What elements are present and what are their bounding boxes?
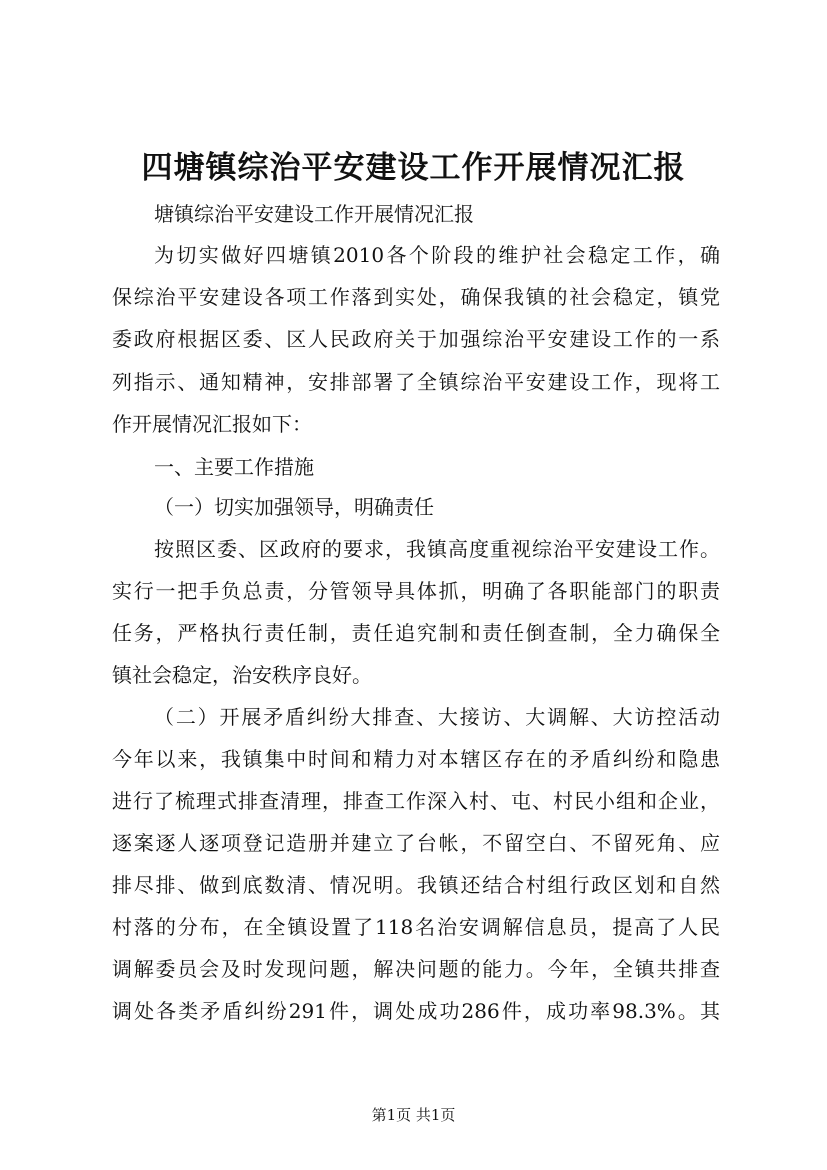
paragraph-line: 实行一把手负总责，分管领导具体抓，明确了各职能部门的职责 <box>112 579 720 603</box>
paragraph-line: 列指示、通知精神，安排部署了全镇综治平安建设工作，现将工 <box>112 370 720 394</box>
page-footer: 第1页 共1页 <box>371 1106 456 1124</box>
paragraph-line: 保综治平安建设各项工作落到实处，确保我镇的社会稳定，镇党 <box>112 285 720 309</box>
paragraph-line: 排尽排、做到底数清、情况明。我镇还结合村组行政区划和自然 <box>112 873 720 897</box>
subsection-heading: （一）切实加强领导，明确责任 <box>154 495 434 519</box>
paragraph-line: 按照区委、区政府的要求，我镇高度重视综治平安建设工作。 <box>154 537 720 561</box>
paragraph-line: 今年以来，我镇集中时间和精力对本辖区存在的矛盾纠纷和隐患 <box>112 747 720 771</box>
paragraph-line: 作开展情况汇报如下： <box>112 412 312 436</box>
paragraph-line: 调处各类矛盾纠纷291件，调处成功286件，成功率98.3%。其 <box>112 999 720 1023</box>
paragraph-line: 镇社会稳定，治安秩序良好。 <box>112 663 372 687</box>
paragraph-line: 任务，严格执行责任制，责任追究制和责任倒查制，全力确保全 <box>112 621 720 645</box>
paragraph-line: 进行了梳理式排查清理，排查工作深入村、屯、村民小组和企业， <box>112 789 720 813</box>
document-title: 四塘镇综治平安建设工作开展情况汇报 <box>141 150 686 186</box>
paragraph-line: 村落的分布，在全镇设置了118名治安调解信息员，提高了人民 <box>112 915 720 939</box>
paragraph-line: 为切实做好四塘镇2010各个阶段的维护社会稳定工作，确 <box>154 243 720 267</box>
subsection-heading: （二）开展矛盾纠纷大排查、大接访、大调解、大访控活动 <box>154 705 720 729</box>
section-heading: 一、主要工作措施 <box>154 455 314 479</box>
paragraph-line: 调解委员会及时发现问题，解决问题的能力。今年，全镇共排查 <box>112 957 720 981</box>
paragraph-line: 委政府根据区委、区人民政府关于加强综治平安建设工作的一系 <box>112 327 720 351</box>
document-subtitle: 塘镇综治平安建设工作开展情况汇报 <box>154 202 474 226</box>
paragraph-line: 逐案逐人逐项登记造册并建立了台帐，不留空白、不留死角、应 <box>112 831 720 855</box>
